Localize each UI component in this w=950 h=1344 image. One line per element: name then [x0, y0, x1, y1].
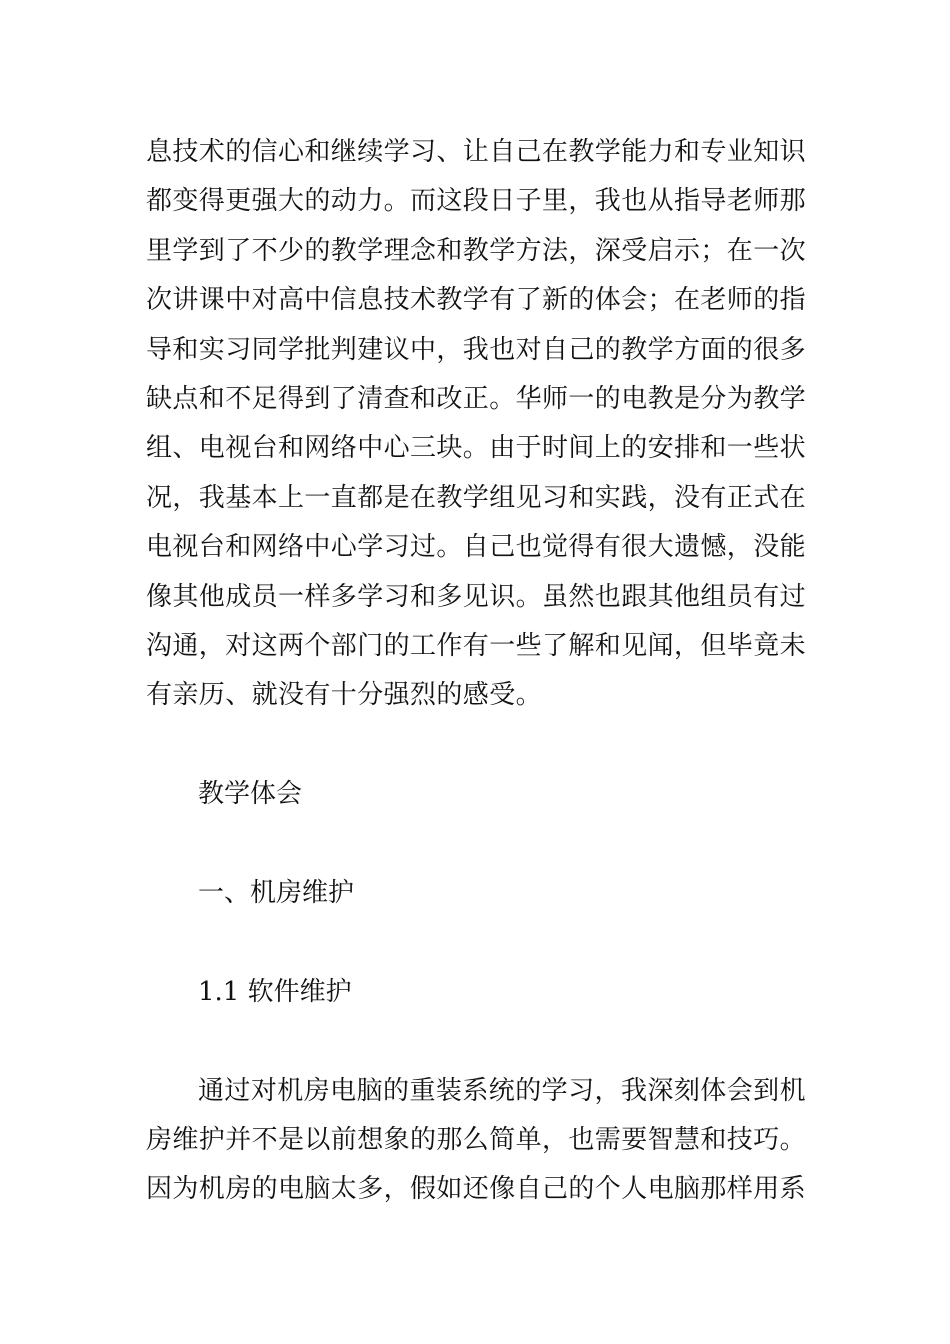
section-heading: 一、机房维护: [198, 878, 355, 909]
paragraph-spacer: [146, 820, 806, 869]
paragraph-spacer: [146, 1017, 806, 1066]
paragraph-spacer: [146, 918, 806, 967]
body-paragraph: 通过对机房电脑的重装系统的学习，我深刻体会到机房维护并不是以前想象的那么简单，也需要智慧和技巧。因为机房的电脑太多，假如还像自己的个人电脑那样用系: [146, 1075, 807, 1205]
paragraph-spacer: [146, 721, 806, 770]
body-paragraph: 息技术的信心和继续学习、让自己在教学能力和专业知识都变得更强大的动力。而这段日子里，我也从指导老师那里学到了不少的教学理念和教学方法，深受启示；在一次次讲课中对高中信息技术教学有了新的体会；在老师的指导和实习同学批判建议中，我也对自己的教学方面的很多缺点和不足得到了清查和改正。华师一的电教是分为教学组、电视台和网络中心三块。由于时间上的安排和一些状况，我基本上一直都是在教学组见习和实践，没有正式在电视台和网络中心学习过。自己也觉得有很大遗憾，没能像其他成员一样多学习和多见识。虽然也跟其他组员有过沟通，对这两个部门的工作有一些了解和见闻，但毕竟未有亲历、就没有十分强烈的感受。: [146, 137, 807, 711]
subsection-heading: 1.1 软件维护: [198, 976, 352, 1007]
section-heading: 教学体会: [198, 779, 303, 810]
document-body: [146, 128, 806, 1215]
